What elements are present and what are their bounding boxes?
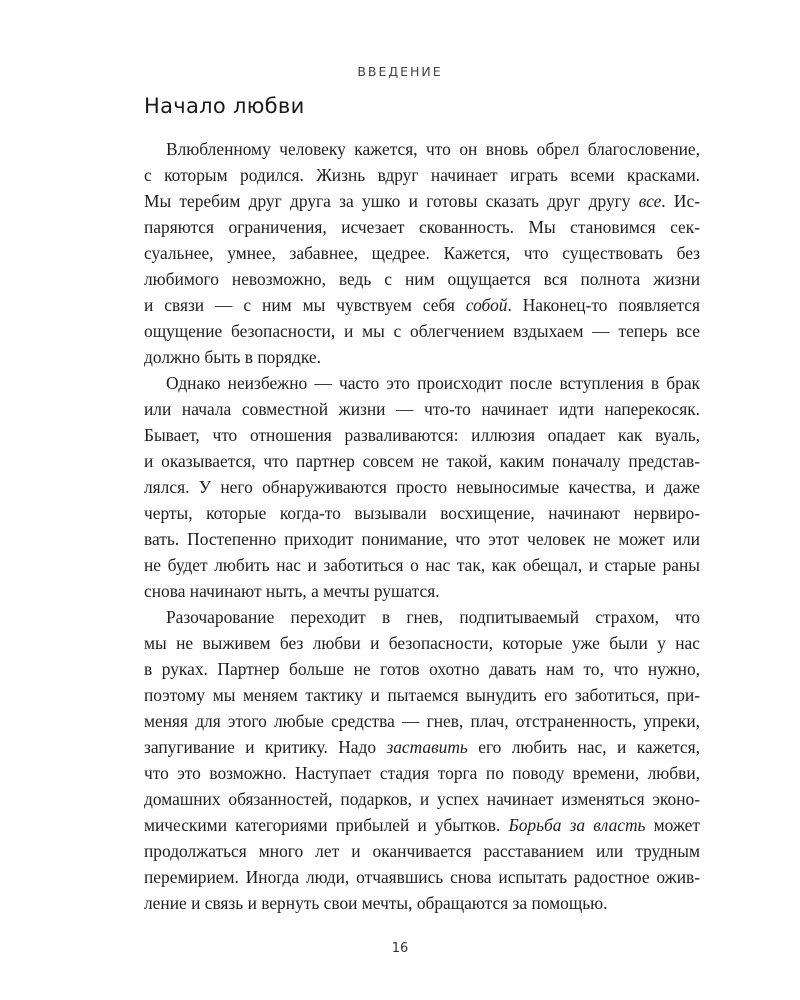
text-line: Разочарование переходит в гнев, подпитываемый страхом, что [166, 607, 700, 627]
text-line: ощущение безопасности, и мы с облегчением вздыхаем — теперь все [144, 321, 700, 341]
text-line: или начала совместной жизни — что-то начинает идти наперекосяк. [144, 399, 700, 419]
text-line: домашних обязанностей, подарков, и успех начинает изменяться эконо- [144, 789, 700, 809]
text-line: мы не выживем без любви и безопасности, которые уже были у нас [144, 633, 700, 653]
text-line: не будет любить нас и заботиться о нас так, как обещал, и старые раны [144, 555, 700, 575]
text-line: Однако неизбежно — часто это происходит после вступления в брак [166, 373, 700, 393]
text-line: должно быть в порядке. [144, 347, 321, 367]
text-line: меняя для этого любые средства — гнев, плач, отстраненность, упреки, [144, 711, 700, 731]
text-line: в руках. Партнер больше не готов охотно давать нам то, что нужно, [144, 659, 700, 679]
text-line: паряются ограничения, исчезает скованность. Мы становимся сек- [144, 217, 700, 237]
paragraph-1 [144, 136, 700, 370]
text-line: продолжаться много лет и оканчивается расставанием или трудным [144, 841, 700, 861]
text-line: мическими категориями прибылей и убытков. Борьба за власть может [144, 815, 700, 835]
text-line: суальнее, умнее, забавнее, щедрее. Кажется, что существовать без [144, 243, 700, 263]
text-line: лялся. У него обнаруживаются просто невыносимые качества, и даже [144, 477, 700, 497]
text-line: с которым родился. Жизнь вдруг начинает играть всеми красками. [144, 165, 700, 185]
text-line: перемирием. Иногда люди, отчаявшись снова испытать радостное ожив- [144, 867, 700, 887]
text-line: Мы теребим друг друга за ушко и готовы сказать друг другу все. Ис- [144, 191, 700, 211]
text-line: снова начинают ныть, а мечты рушатся. [144, 581, 440, 601]
text-line: ление и связь и вернуть свои мечты, обращаются за помощью. [144, 893, 608, 913]
text-line: и оказывается, что партнер совсем не такой, каким поначалу представ- [144, 451, 700, 471]
text-line: и связи — с ним мы чувствуем себя собой. Наконец-то появляется [144, 295, 700, 315]
page-number: 16 [391, 941, 409, 956]
paragraph-3 [144, 604, 700, 916]
text-line: любимого невозможно, ведь с ним ощущается вся полнота жизни [144, 269, 700, 289]
text-line: запугивание и критику. Надо заставить его любить нас, и кажется, [144, 737, 700, 757]
text-line: Бывает, что отношения разваливаются: иллюзия опадает как вуаль, [144, 425, 700, 445]
text-line: поэтому мы меняем тактику и пытаемся вынудить его заботиться, при- [144, 685, 700, 705]
text-line: черты, которые когда-то вызывали восхищение, начинают нервиро- [144, 503, 700, 523]
body-text [144, 136, 700, 916]
running-head: ВВЕДЕНИЕ [357, 64, 443, 79]
chapter-title: Начало любви [144, 94, 305, 118]
text-line: Влюбленному человеку кажется, что он вновь обрел благословение, [166, 139, 700, 159]
text-line: вать. Постепенно приходит понимание, что этот человек не может или [144, 529, 700, 549]
paragraph-2 [144, 370, 700, 604]
text-line: что это возможно. Наступает стадия торга по поводу времени, любви, [144, 763, 700, 783]
